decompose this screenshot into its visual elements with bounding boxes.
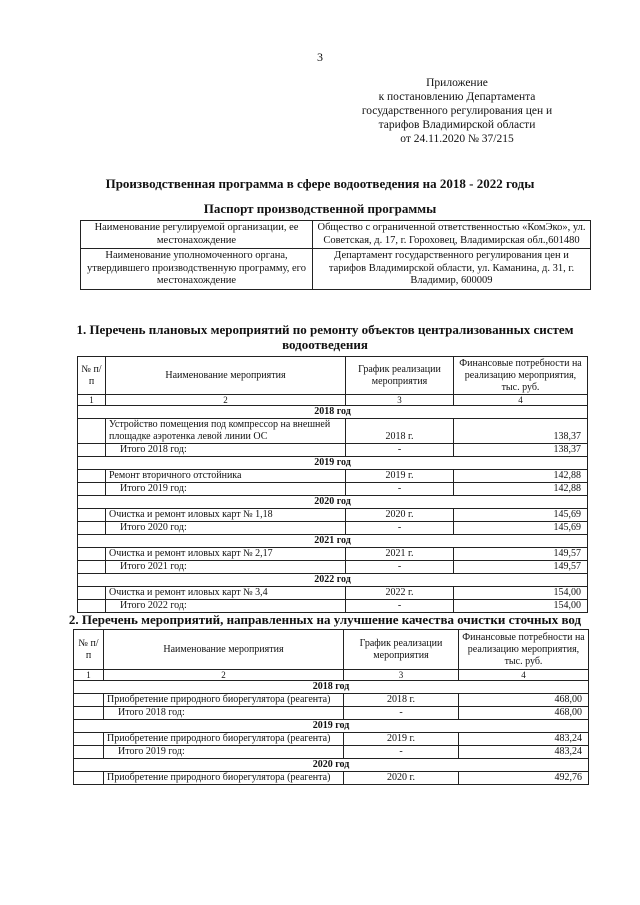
measure-date: 2020 г. [346, 509, 454, 522]
total-label: Итого 2019 год: [104, 746, 344, 759]
col-number: 1 [74, 670, 104, 681]
measure-amount: 154,00 [454, 587, 588, 600]
total-amount: 149,57 [454, 561, 588, 574]
measure-name: Приобретение природного биорегулятора (реагента) [104, 733, 344, 746]
measure-name: Очистка и ремонт иловых карт № 1,18 [106, 509, 346, 522]
row-number [78, 509, 106, 522]
total-label: Итого 2020 год: [106, 522, 346, 535]
measure-date: 2020 г. [344, 772, 459, 785]
col-number: 4 [459, 670, 589, 681]
measure-name: Ремонт вторичного отстойника [106, 470, 346, 483]
document-title: Производственная программа в сфере водоотведения на 2018 - 2022 годы [105, 176, 535, 191]
measure-amount: 142,88 [454, 470, 588, 483]
table-row [74, 733, 589, 746]
column-number-row [78, 395, 588, 406]
measure-date: 2021 г. [346, 548, 454, 561]
column-number-row [74, 670, 589, 681]
measure-name: Очистка и ремонт иловых карт № 2,17 [106, 548, 346, 561]
table-row [74, 694, 589, 707]
measure-amount: 492,76 [459, 772, 589, 785]
row-number [78, 483, 106, 496]
total-date: - [344, 746, 459, 759]
col-number: 3 [344, 670, 459, 681]
passport-table [80, 220, 591, 290]
total-label: Итого 2018 год: [104, 707, 344, 720]
year-row [74, 720, 589, 733]
passport-label: Наименование регулируемой организации, ее местонахождение [81, 221, 313, 249]
total-row [78, 444, 588, 457]
col-header-name: Наименование мероприятия [104, 630, 344, 670]
total-label: Итого 2022 год: [106, 600, 346, 613]
section2-table [73, 629, 589, 785]
measure-name: Устройство помещения под компрессор на внешней площадке аэротенка левой линии ОС [106, 419, 346, 444]
measure-date: 2019 г. [346, 470, 454, 483]
appendix-line: государственного регулирования цен и [361, 105, 553, 117]
col-header-number: № п/п [78, 357, 106, 395]
total-date: - [346, 561, 454, 574]
total-amount: 468,00 [459, 707, 589, 720]
total-date: - [346, 522, 454, 535]
col-header-schedule: График реализации мероприятия [346, 357, 454, 395]
total-date: - [346, 444, 454, 457]
measure-name: Приобретение природного биорегулятора (реагента) [104, 772, 344, 785]
appendix-line: к постановлению Департамента [378, 91, 536, 103]
table-row [78, 419, 588, 444]
col-header-number: № п/п [74, 630, 104, 670]
appendix-line: Приложение [426, 77, 488, 89]
total-date: - [346, 483, 454, 496]
row-number [78, 587, 106, 600]
passport-row [81, 249, 591, 290]
table-row [78, 509, 588, 522]
col-header-schedule: График реализации мероприятия [344, 630, 459, 670]
row-number [78, 600, 106, 613]
table-row [78, 587, 588, 600]
table-row [74, 772, 589, 785]
year-row [74, 759, 589, 772]
total-amount: 154,00 [454, 600, 588, 613]
row-number [74, 707, 104, 720]
total-label: Итого 2019 год: [106, 483, 346, 496]
row-number [74, 694, 104, 707]
total-label: Итого 2018 год: [106, 444, 346, 457]
measure-date: 2018 г. [346, 419, 454, 444]
table-row [78, 548, 588, 561]
measure-amount: 468,00 [459, 694, 589, 707]
year-row [78, 457, 588, 470]
measure-amount: 483,24 [459, 733, 589, 746]
total-row [78, 483, 588, 496]
measure-name: Приобретение природного биорегулятора (реагента) [104, 694, 344, 707]
row-number [78, 470, 106, 483]
section1-title: 1. Перечень плановых мероприятий по ремонту объектов централизованных систем водоотведения [76, 322, 574, 352]
col-header-finance: Финансовые потребности на реализацию мероприятия, тыс. руб. [454, 357, 588, 395]
year-row [78, 496, 588, 509]
section2-title: 2. Перечень мероприятий, направленных на улучшение качества очистки сточных вод [68, 612, 582, 627]
table-header-row [74, 630, 589, 670]
section1-table [77, 356, 588, 613]
appendix-block [342, 76, 572, 146]
total-row [74, 707, 589, 720]
year-label: 2018 год [74, 681, 589, 694]
row-number [78, 419, 106, 444]
total-row [78, 600, 588, 613]
col-number: 3 [346, 395, 454, 406]
appendix-line: тарифов Владимирской области [378, 119, 536, 131]
total-label: Итого 2021 год: [106, 561, 346, 574]
passport-value: Общество с ограниченной ответственностью «КомЭко», ул. Советская, д. 17, г. Гороховец, Владимирская обл.,601480 [313, 221, 591, 249]
year-label: 2021 год [78, 535, 588, 548]
measure-name: Очистка и ремонт иловых карт № 3,4 [106, 587, 346, 600]
page-number: 3 [317, 50, 323, 64]
measure-date: 2019 г. [344, 733, 459, 746]
passport-label: Наименование уполномоченного органа, утвердившего производственную программу, его местонахождение [81, 249, 313, 290]
year-label: 2019 год [74, 720, 589, 733]
total-amount: 145,69 [454, 522, 588, 535]
passport-row [81, 221, 591, 249]
passport-value: Департамент государственного регулирования цен и тарифов Владимирской области, ул. Каманина, д. 31, г. Владимир, 600009 [313, 249, 591, 290]
year-label: 2022 год [78, 574, 588, 587]
table-row [78, 470, 588, 483]
col-number: 1 [78, 395, 106, 406]
total-date: - [346, 600, 454, 613]
year-label: 2020 год [78, 496, 588, 509]
row-number [78, 522, 106, 535]
appendix-line: от 24.11.2020 № 37/215 [400, 133, 514, 145]
measure-date: 2018 г. [344, 694, 459, 707]
measure-amount: 138,37 [454, 419, 588, 444]
total-amount: 483,24 [459, 746, 589, 759]
total-row [78, 522, 588, 535]
col-header-finance: Финансовые потребности на реализацию мероприятия, тыс. руб. [459, 630, 589, 670]
year-label: 2020 год [74, 759, 589, 772]
col-header-name: Наименование мероприятия [106, 357, 346, 395]
passport-title: Паспорт производственной программы [203, 201, 437, 216]
total-amount: 142,88 [454, 483, 588, 496]
row-number [78, 548, 106, 561]
row-number [74, 746, 104, 759]
year-row [78, 535, 588, 548]
row-number [78, 561, 106, 574]
col-number: 4 [454, 395, 588, 406]
col-number: 2 [104, 670, 344, 681]
total-row [78, 561, 588, 574]
year-label: 2019 год [78, 457, 588, 470]
measure-amount: 145,69 [454, 509, 588, 522]
measure-amount: 149,57 [454, 548, 588, 561]
year-label: 2018 год [78, 406, 588, 419]
row-number [74, 733, 104, 746]
year-row [78, 574, 588, 587]
col-number: 2 [106, 395, 346, 406]
total-amount: 138,37 [454, 444, 588, 457]
total-row [74, 746, 589, 759]
row-number [78, 444, 106, 457]
row-number [74, 772, 104, 785]
table-header-row [78, 357, 588, 395]
total-date: - [344, 707, 459, 720]
measure-date: 2022 г. [346, 587, 454, 600]
year-row [78, 406, 588, 419]
year-row [74, 681, 589, 694]
